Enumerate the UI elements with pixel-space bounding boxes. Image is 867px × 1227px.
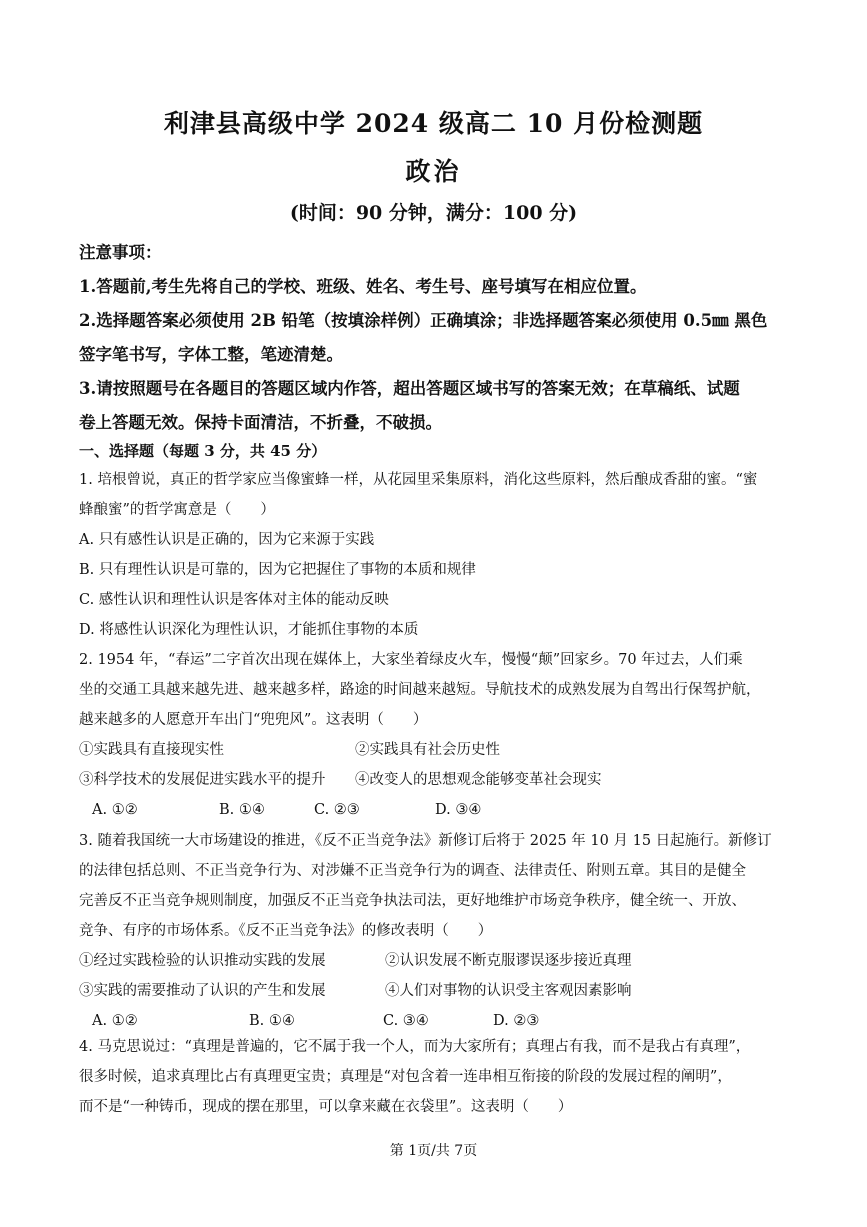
option-a: A. 只有感性认识是正确的，因为它来源于实践 (79, 532, 375, 548)
question-2 (79, 645, 791, 825)
choice-c: C. ②③ (314, 802, 360, 818)
question-3 (79, 826, 791, 1036)
question-text: 3. 随着我国统一大市场建设的推进，《反不正当竞争法》新修订后将于 2025 年 10 月 15 日起施行。新修订 (79, 833, 772, 849)
statement-4: ④人们对事物的认识受主客观因素影响 (385, 983, 632, 999)
notes-heading: 注意事项： (79, 243, 162, 262)
question-text: 蜂酿蜜”的哲学寓意是（ ） (79, 502, 275, 518)
question-text: 越来越多的人愿意开车出门“兜兜风”。这表明（ ） (79, 712, 428, 728)
statement-3: ③实践的需要推动了认识的产生和发展 (79, 983, 326, 999)
notes-line: 3.请按照题号在各题目的答题区域内作答，超出答题区域书写的答案无效；在草稿纸、试题 (79, 379, 740, 398)
question-1 (79, 465, 791, 645)
statement-3: ③科学技术的发展促进实践水平的提升 (79, 772, 326, 788)
question-text: 1. 培根曾说，真正的哲学家应当像蜜蜂一样，从花园里采集原料，消化这些原料，然后酿成香甜的蜜。“蜜 (79, 472, 758, 488)
question-text: 的法律包括总则、不正当竞争行为、对涉嫌不正当竞争行为的调查、法律责任、附则五章。其目的是健全 (79, 863, 746, 879)
question-text: 4. 马克思说过：“真理是普遍的，它不属于我一个人，而为大家所有；真理占有我，而不是我占有真理”， (79, 1039, 751, 1055)
statement-1: ①实践具有直接现实性 (79, 742, 224, 758)
option-b: B. 只有理性认识是可靠的，因为它把握住了事物的本质和规律 (79, 562, 476, 578)
section-title: 一、选择题（每题 3 分，共 45 分） (79, 442, 327, 460)
statement-1: ①经过实践检验的认识推动实践的发展 (79, 953, 326, 969)
statement-row (79, 765, 791, 795)
time-info: (时间：90 分钟，满分：100 分) (289, 202, 578, 224)
choice-c: C. ③④ (383, 1013, 429, 1029)
notes-block (79, 236, 794, 440)
page-footer: 第 1页/共 7页 (389, 1143, 478, 1159)
option-c: C. 感性认识和理性认识是客体对主体的能动反映 (79, 592, 389, 608)
choice-a: A. ①② (92, 802, 138, 818)
statement-row (79, 976, 791, 1006)
choice-d: D. ②③ (493, 1013, 540, 1029)
choice-a: A. ①② (92, 1013, 138, 1029)
statement-2: ②实践具有社会历史性 (355, 742, 500, 758)
subject-title: 政治 (405, 157, 462, 186)
choice-d: D. ③④ (435, 802, 482, 818)
statement-row (79, 946, 791, 976)
question-text: 很多时候，追求真理比占有真理更宝贵；真理是“对包含着一连串相互衔接的阶段的发展过程的阐明”， (79, 1069, 732, 1085)
exam-title: 利津县高级中学 2024 级高二 10 月份检测题 (163, 109, 704, 138)
question-text: 完善反不正当竞争规则制度，加强反不正当竞争执法司法，更好地维护市场竞争秩序，健全统一、开放、 (79, 893, 746, 909)
choice-b: B. ①④ (249, 1013, 295, 1029)
statement-2: ②认识发展不断克服谬误逐步接近真理 (385, 953, 632, 969)
statement-row (79, 735, 791, 765)
question-text: 坐的交通工具越来越先进、越来越多样，路途的时间越来越短。导航技术的成熟发展为自驾出行保驾护航， (79, 682, 761, 698)
notes-line: 1.答题前,考生先将自己的学校、班级、姓名、考生号、座号填写在相应位置。 (79, 277, 647, 296)
option-d: D. 将感性认识深化为理性认识，才能抓住事物的本质 (79, 622, 419, 638)
question-4 (79, 1032, 791, 1122)
notes-line: 签字笔书写，字体工整，笔迹清楚。 (79, 345, 343, 364)
question-text: 而不是“一种铸币，现成的摆在那里，可以拿来藏在衣袋里”。这表明（ ） (79, 1099, 573, 1115)
notes-line: 2.选择题答案必须使用 2B 铅笔（按填涂样例）正确填涂；非选择题答案必须使用 0.5㎜ 黑色 (79, 311, 768, 330)
choice-row (79, 795, 791, 825)
notes-line: 卷上答题无效。保持卡面清洁，不折叠，不破损。 (79, 413, 442, 432)
choice-b: B. ①④ (219, 802, 265, 818)
statement-4: ④改变人的思想观念能够变革社会现实 (355, 772, 602, 788)
question-text: 2. 1954 年，“春运”二字首次出现在媒体上，大家坐着绿皮火车，慢慢“颠”回家乡。70 年过去，人们乘 (79, 652, 743, 668)
question-text: 竞争、有序的市场体系。《反不正当竞争法》的修改表明（ ） (79, 923, 493, 939)
